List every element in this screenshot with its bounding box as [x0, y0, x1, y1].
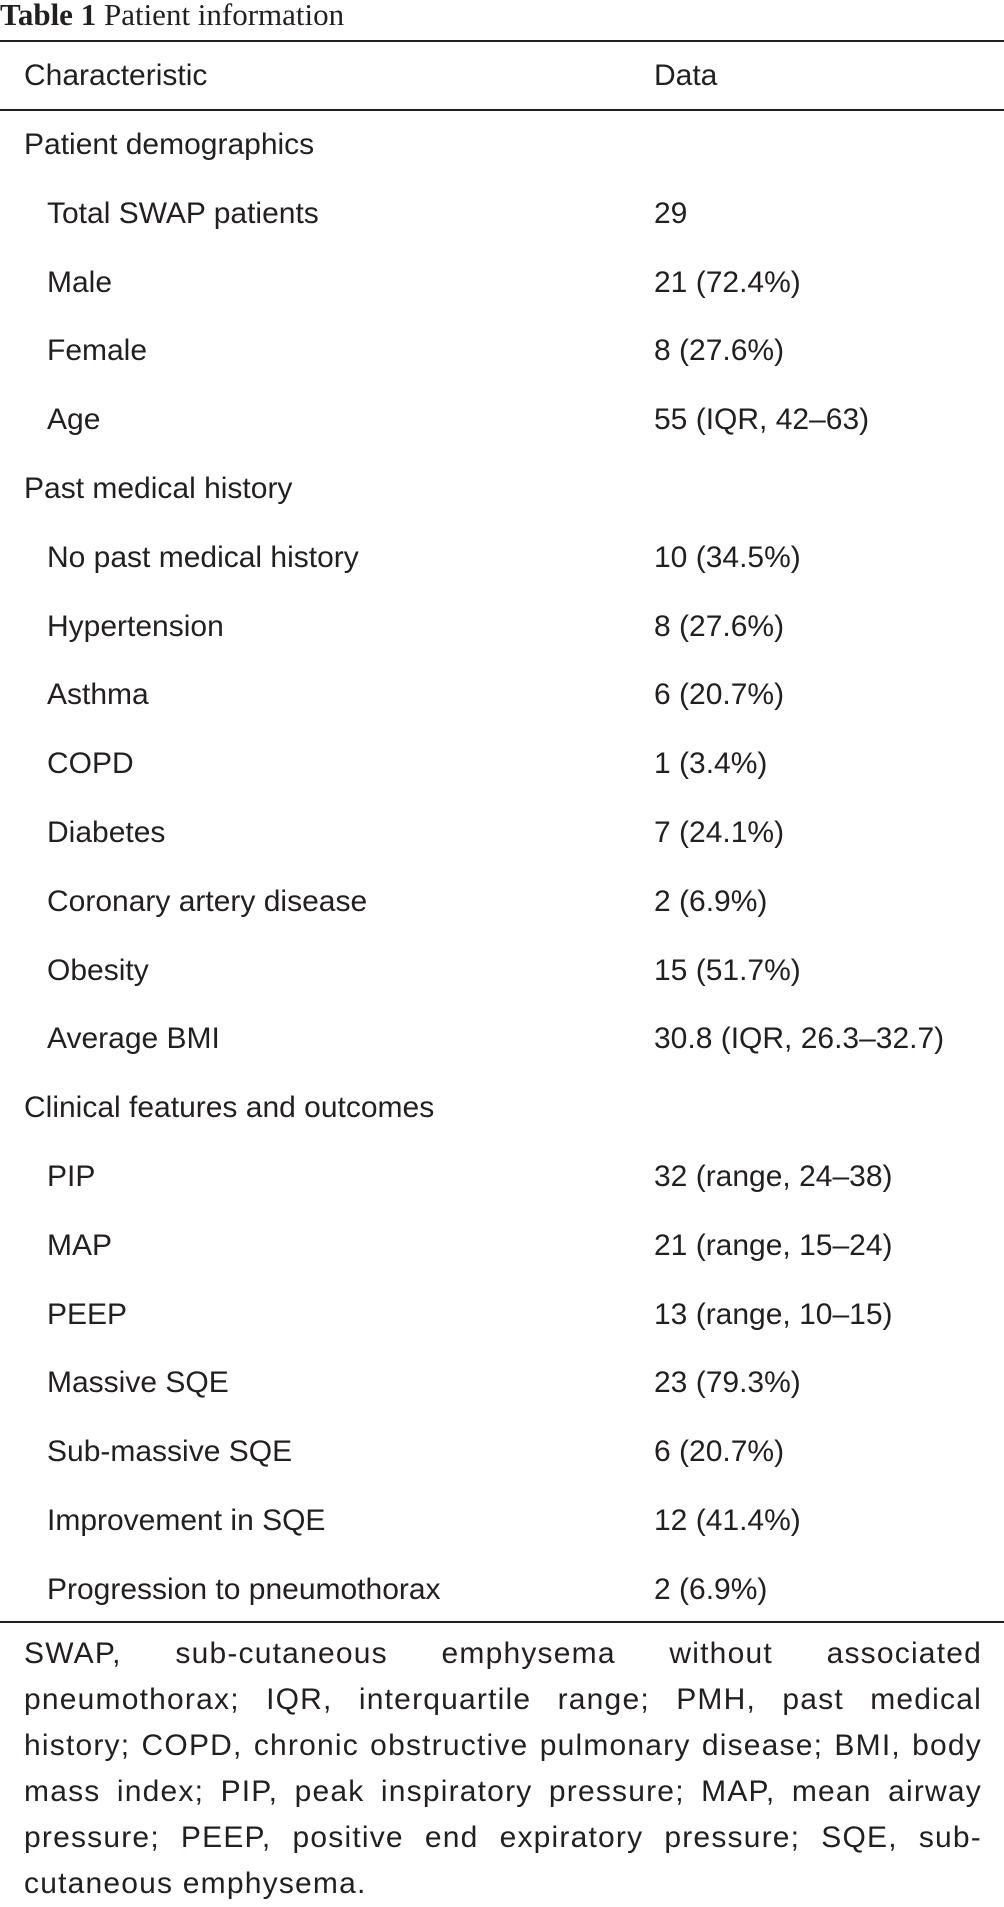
table-row — [0, 1212, 1004, 1281]
row-value: 29 — [654, 196, 688, 230]
bottom-rule — [0, 1621, 1004, 1623]
table-row — [0, 180, 1004, 249]
row-label: No past medical history — [47, 540, 359, 574]
row-label: Asthma — [47, 678, 149, 712]
row-label: Improvement in SQE — [47, 1503, 326, 1537]
table-row — [0, 799, 1004, 868]
row-label: Diabetes — [47, 815, 166, 849]
table-row — [0, 661, 1004, 730]
table-row — [0, 1487, 1004, 1556]
table-footnote: SWAP, sub-cutaneous emphysema without associated pneumothorax; IQR, interquartile range; PMH, past medical history; COPD, chronic obstructive pulmonary disease; BMI, body mass index; PIP, peak inspiratory pressure; MAP, mean airway pressure; PEEP, positive end expiratory pressure; SQE, sub-cutaneous emphysema. — [24, 1637, 982, 1900]
row-value: 8 (27.6%) — [654, 334, 785, 368]
section-heading: Patient demographics — [24, 128, 315, 161]
row-value: 21 (72.4%) — [654, 265, 801, 299]
table-row — [0, 1281, 1004, 1350]
row-label: Coronary artery disease — [47, 884, 368, 918]
section-row — [0, 1074, 1004, 1143]
row-label: PIP — [47, 1159, 96, 1193]
row-label: COPD — [47, 747, 134, 781]
row-label: Age — [47, 403, 101, 437]
row-value: 8 (27.6%) — [654, 609, 785, 643]
row-label: Female — [47, 334, 148, 368]
table-row — [0, 868, 1004, 937]
row-label: Male — [47, 265, 113, 299]
table-row — [0, 1005, 1004, 1074]
table-header — [0, 42, 1004, 109]
row-label: Hypertension — [47, 609, 224, 643]
row-value: 15 (51.7%) — [654, 953, 801, 987]
row-label: Obesity — [47, 953, 149, 987]
row-value: 12 (41.4%) — [654, 1503, 801, 1537]
row-label: Sub-massive SQE — [47, 1435, 293, 1469]
row-value: 6 (20.7%) — [654, 1435, 785, 1469]
table-row — [0, 1349, 1004, 1418]
table-row — [0, 1418, 1004, 1487]
section-row — [0, 455, 1004, 524]
table-row — [0, 317, 1004, 386]
row-label: MAP — [47, 1228, 113, 1262]
row-value: 6 (20.7%) — [654, 678, 785, 712]
table-row — [0, 524, 1004, 593]
row-value: 2 (6.9%) — [654, 1572, 768, 1606]
table-row — [0, 1143, 1004, 1212]
row-label: PEEP — [47, 1297, 128, 1331]
table-row — [0, 249, 1004, 318]
row-value: 13 (range, 10–15) — [654, 1297, 893, 1331]
row-value: 7 (24.1%) — [654, 815, 785, 849]
row-value: 30.8 (IQR, 26.3–32.7) — [654, 1022, 945, 1056]
table-row — [0, 386, 1004, 455]
section-heading: Clinical features and outcomes — [24, 1091, 435, 1125]
row-value: 23 (79.3%) — [654, 1366, 801, 1400]
section-heading: Past medical history — [24, 471, 293, 505]
section-row — [0, 111, 1004, 180]
table-row — [0, 1556, 1004, 1625]
table-caption — [0, 0, 344, 40]
row-value: 55 (IQR, 42–63) — [654, 403, 870, 437]
row-label: Average BMI — [47, 1022, 220, 1056]
table-body — [0, 111, 1004, 1625]
row-value: 32 (range, 24–38) — [654, 1159, 893, 1193]
row-label: Progression to pneumothorax — [47, 1572, 441, 1606]
table-title: Patient information — [103, 0, 345, 32]
table-row — [0, 730, 1004, 799]
header-characteristic: Characteristic — [24, 59, 208, 92]
row-value: 2 (6.9%) — [654, 884, 768, 918]
row-label: Total SWAP patients — [47, 196, 319, 230]
row-label: Massive SQE — [47, 1366, 229, 1400]
row-value: 21 (range, 15–24) — [654, 1228, 893, 1262]
header-data: Data — [654, 59, 718, 92]
table-row — [0, 937, 1004, 1006]
row-value: 1 (3.4%) — [654, 747, 768, 781]
table-number: Table 1 — [0, 0, 97, 32]
row-value: 10 (34.5%) — [654, 540, 801, 574]
table-row — [0, 593, 1004, 662]
